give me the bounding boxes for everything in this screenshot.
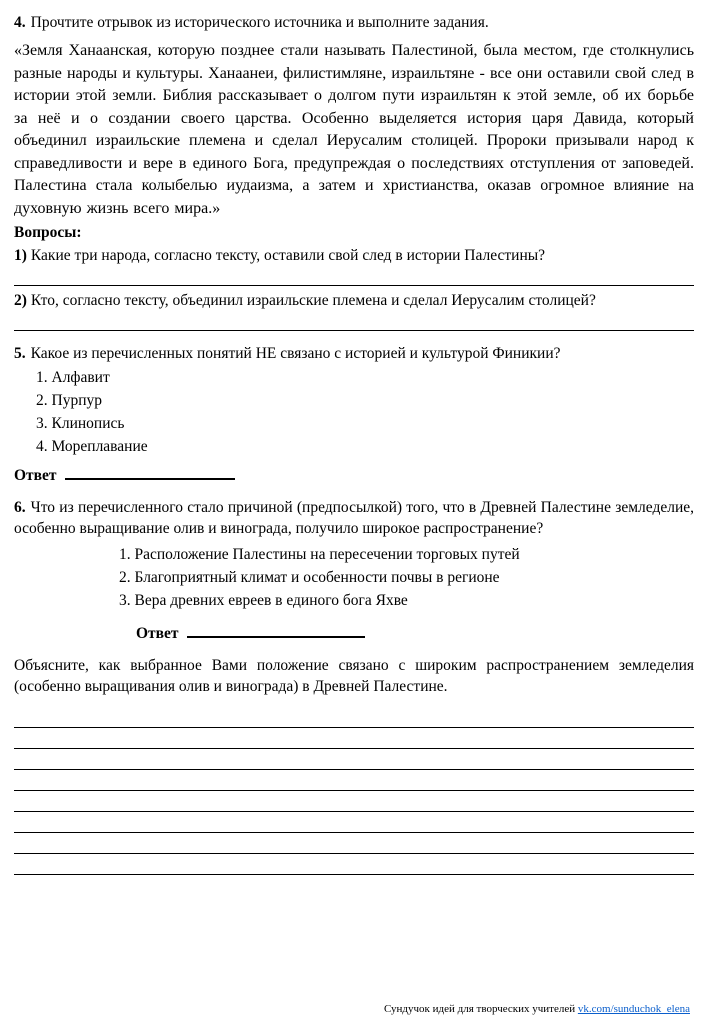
source-quote: «Земля Ханаанская, которую позднее стали называть Палестиной, была местом, где столкнулись разные народы и культуры. Ханаанеи, филистимляне, израильтяне - все они оставили свой след в истории этой земли. Библия рассказывает о долгом пути израильтян к этой земле, об их борьбе за неё и о создании своего царства. Особенно выделяется история царя Давида, который объединил израильские племена и сделал Иерусалим столицей. Пророки призывали народ к справедливости и вере в единого Бога, предупреждая о последствиях отступления от заповедей. Палестина стала колыбелью иудаизма, а затем и христианства, оказав огромное влияние на духовную жизнь всего мира.» [14,42,694,217]
question-5-answer-blank [65,466,235,480]
subquestion-1-number: 1) [14,247,27,264]
question-6-option-1: 1. Расположение Палестины на пересечении торговых путей [119,546,520,563]
question-6-answer-blank [187,624,365,638]
question-4-prompt [14,12,694,33]
answer-line [14,728,694,749]
spacer [14,331,694,343]
question-6-option-2: 2. Благоприятный климат и особенности почвы в регионе [119,569,500,586]
answer-line [14,707,694,728]
question-6-explain-prompt: Объясните, как выбранное Вами положение связано с широким распространением земледелия (особенно выращивания олив и винограда) в Древней Палестине. [14,657,694,695]
question-5-prompt-text: Какое из перечисленных понятий НЕ связано с историей и культурой Финикии? [30,345,561,362]
answer-line [14,770,694,791]
question-5-option-4: 4. Мореплавание [36,438,148,455]
question-4-prompt-text: Прочтите отрывок из исторического источника и выполните задания. [30,14,489,31]
question-5-number: 5. [14,345,26,362]
answer-line [14,854,694,875]
subquestion-2 [14,290,694,311]
question-4-number: 4. [14,14,26,31]
answer-line [14,791,694,812]
answer-line-subquestion-1 [14,266,694,286]
answer-line [14,749,694,770]
answer-line [14,812,694,833]
free-answer-lines [14,707,694,875]
subquestion-2-text: Кто, согласно тексту, объединил израильские племена и сделал Иерусалим столицей? [30,292,596,309]
footer-vk-link[interactable]: vk.com/sunduchok_elena [577,1003,690,1015]
footer-credit-text: Сундучок идей для творческих учителей [383,1003,578,1015]
question-6-number: 6. [14,499,26,516]
subquestion-1-text: Какие три народа, согласно тексту, оставили свой след в истории Палестины? [30,247,546,264]
answer-line-subquestion-2 [14,311,694,331]
footer [14,1002,694,1016]
question-5-options [36,366,694,458]
questions-label: Вопросы: [14,224,82,241]
question-5-answer-row [14,466,694,485]
question-5-prompt [14,343,694,364]
question-5-option-1: 1. Алфавит [36,369,110,386]
question-5-option-2: 2. Пурпур [36,392,102,409]
subquestion-1 [14,245,694,266]
question-6-prompt [14,497,694,539]
question-6-answer-row [136,624,694,643]
question-6-prompt-text: Что из перечисленного стало причиной (предпосылкой) того, что в Древней Палестине земледелие, особенно выращивание олив и винограда, получило широкое распространение? [14,499,694,537]
question-6-options [119,543,694,612]
answer-line [14,833,694,854]
subquestion-2-number: 2) [14,292,27,309]
question-6-answer-label: Ответ [136,625,179,642]
question-5-answer-label: Ответ [14,467,57,484]
question-5-option-3: 3. Клинопись [36,415,125,432]
question-6-option-3: 3. Вера древних евреев в единого бога Яхве [119,592,408,609]
